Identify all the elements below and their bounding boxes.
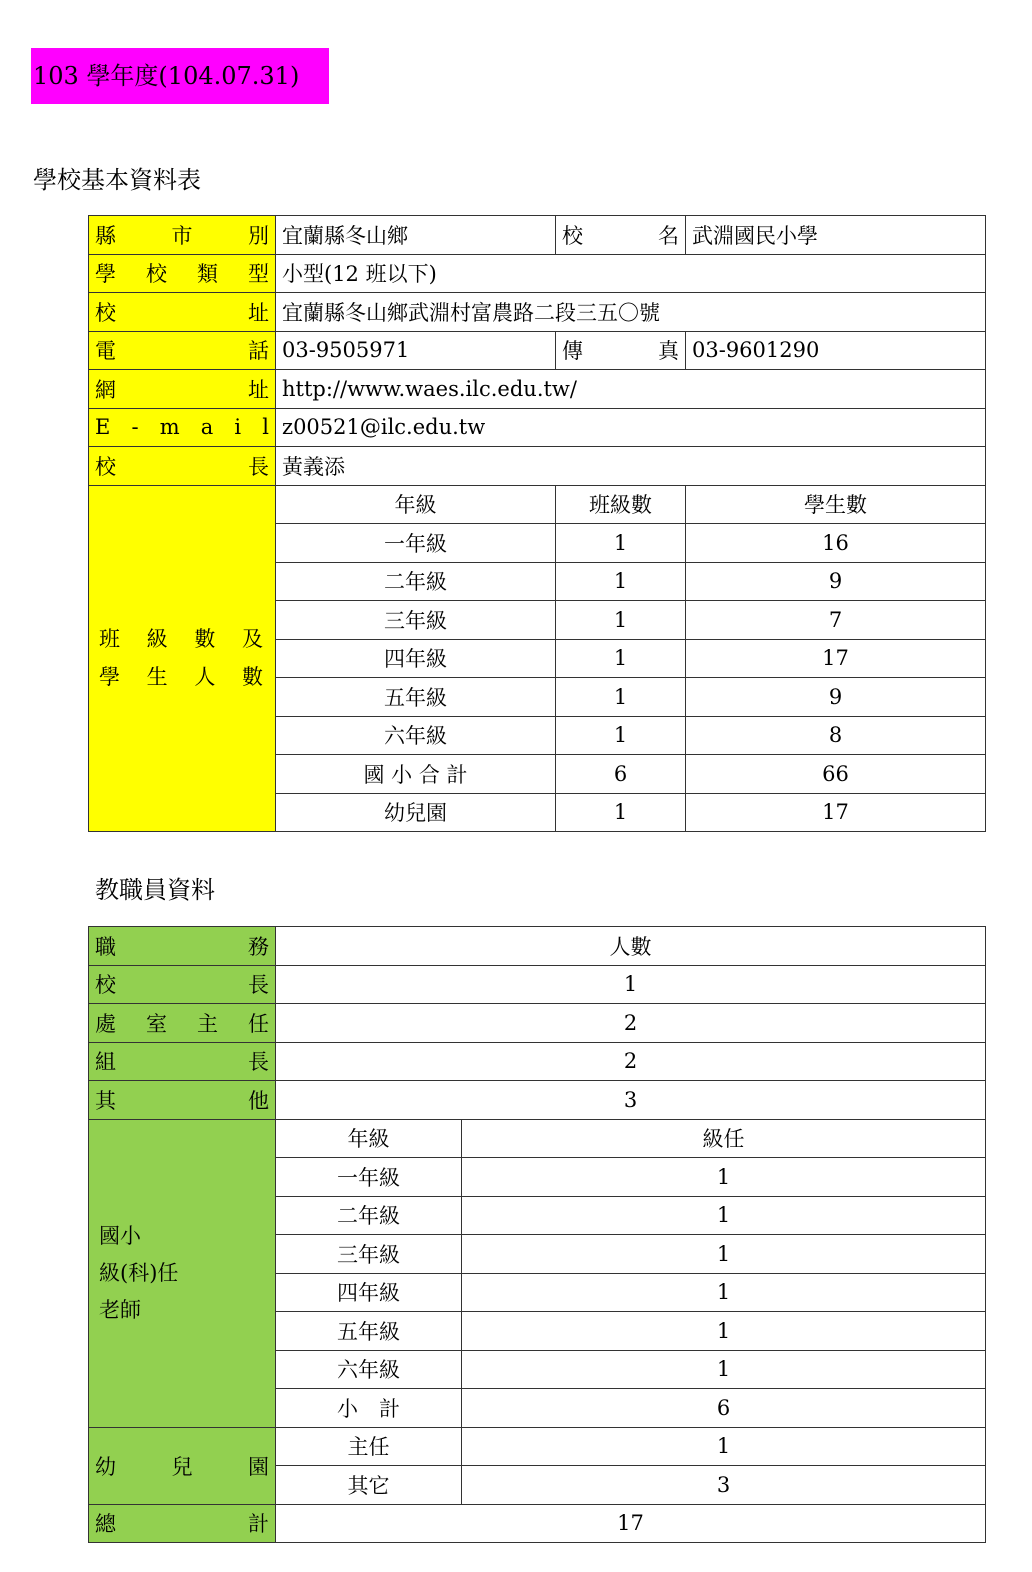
- principal-count: 1: [276, 965, 986, 1004]
- email-row: [89, 408, 986, 447]
- student-count: 66: [686, 755, 986, 794]
- director-label: 處 室 主 任: [89, 1004, 276, 1043]
- team-leader-label: 組 長: [89, 1042, 276, 1081]
- class-count: 1: [556, 678, 686, 717]
- other-row: [89, 1081, 986, 1120]
- other-label: 其 他: [89, 1081, 276, 1120]
- principal-row: [89, 965, 986, 1004]
- student-count: 7: [686, 601, 986, 640]
- director-count: 2: [276, 1004, 986, 1043]
- class-count: 1: [556, 716, 686, 755]
- grade-header: 年級: [276, 485, 556, 524]
- address-label: 校 址: [89, 293, 276, 332]
- teachers-label: [89, 1119, 276, 1427]
- teacher-grade: 一年級: [276, 1158, 462, 1197]
- team-leader-row: [89, 1042, 986, 1081]
- website-value[interactable]: http://www.waes.ilc.edu.tw/: [276, 370, 986, 409]
- phone-label: 電 話: [89, 331, 276, 370]
- student-count: 16: [686, 524, 986, 563]
- county-label: 縣 市 別: [89, 216, 276, 255]
- email-label: E - m a i l: [89, 408, 276, 447]
- teacher-grade-header: 年級: [276, 1119, 462, 1158]
- kindergarten-count: 3: [462, 1466, 986, 1505]
- student-count-header: 學生數: [686, 485, 986, 524]
- teacher-count: 1: [462, 1273, 986, 1312]
- teacher-count: 6: [462, 1389, 986, 1428]
- student-count: 17: [686, 639, 986, 678]
- class-count: 1: [556, 562, 686, 601]
- county-row: [89, 216, 986, 255]
- website-label: 網 址: [89, 370, 276, 409]
- grade-name: 四年級: [276, 639, 556, 678]
- class-header-row: [89, 485, 986, 524]
- address-value: 宜蘭縣冬山鄉武淵村富農路二段三五〇號: [276, 293, 986, 332]
- other-count: 3: [276, 1081, 986, 1120]
- class-count-header: 班級數: [556, 485, 686, 524]
- grade-name: 三年級: [276, 601, 556, 640]
- fax-value: 03-9601290: [686, 331, 986, 370]
- type-row: [89, 254, 986, 293]
- address-row: [89, 293, 986, 332]
- total-row: [89, 1504, 986, 1543]
- teacher-grade: 小 計: [276, 1389, 462, 1428]
- teacher-grade: 二年級: [276, 1196, 462, 1235]
- type-value: 小型(12 班以下): [276, 254, 986, 293]
- school-name-label: 校 名: [556, 216, 686, 255]
- kindergarten-label: 幼 兒 園: [89, 1427, 276, 1504]
- class-count: 1: [556, 793, 686, 832]
- grade-name: 五年級: [276, 678, 556, 717]
- county-value: 宜蘭縣冬山鄉: [276, 216, 556, 255]
- grade-name: 國 小 合 計: [276, 755, 556, 794]
- count-header: 人數: [276, 927, 986, 966]
- class-count: 6: [556, 755, 686, 794]
- website-row: [89, 370, 986, 409]
- teacher-count: 1: [462, 1158, 986, 1197]
- team-leader-count: 2: [276, 1042, 986, 1081]
- teacher-grade: 六年級: [276, 1350, 462, 1389]
- class-student-label: [89, 485, 276, 832]
- teacher-header-row: [89, 1119, 986, 1158]
- teacher-grade: 三年級: [276, 1235, 462, 1274]
- teachers-label-line3: 老師: [99, 1297, 141, 1322]
- phone-row: [89, 331, 986, 370]
- principal-label: 校 長: [89, 965, 276, 1004]
- school-info-title: 學校基本資料表: [33, 166, 201, 194]
- student-count: 17: [686, 793, 986, 832]
- class-count: 1: [556, 639, 686, 678]
- grade-name: 六年級: [276, 716, 556, 755]
- class-student-label-line2: 學 生 人 數: [99, 665, 263, 690]
- kindergarten-role: 主任: [276, 1427, 462, 1466]
- school-name-value: 武淵國民小學: [686, 216, 986, 255]
- school-info-table: [88, 215, 986, 832]
- homeroom-header: 級任: [462, 1119, 986, 1158]
- student-count: 8: [686, 716, 986, 755]
- principal-label: 校 長: [89, 447, 276, 486]
- kindergarten-staff-row: [89, 1427, 986, 1466]
- teachers-label-line1: 國小: [99, 1223, 141, 1248]
- grade-name: 幼兒園: [276, 793, 556, 832]
- type-label: 學 校 類 型: [89, 254, 276, 293]
- teacher-count: 1: [462, 1196, 986, 1235]
- teacher-count: 1: [462, 1235, 986, 1274]
- teacher-grade: 四年級: [276, 1273, 462, 1312]
- staff-info-table: [88, 926, 986, 1543]
- class-count: 1: [556, 524, 686, 563]
- fax-label: 傳 真: [556, 331, 686, 370]
- grade-name: 一年級: [276, 524, 556, 563]
- grade-name: 二年級: [276, 562, 556, 601]
- phone-value: 03-9505971: [276, 331, 556, 370]
- total-label: 總 計: [89, 1504, 276, 1543]
- total-count: 17: [276, 1504, 986, 1543]
- principal-value: 黃義添: [276, 447, 986, 486]
- student-count: 9: [686, 678, 986, 717]
- school-year-banner: 103 學年度(104.07.31): [31, 48, 329, 104]
- teacher-grade: 五年級: [276, 1312, 462, 1351]
- teacher-count: 1: [462, 1350, 986, 1389]
- staff-header-row: [89, 927, 986, 966]
- teacher-count: 1: [462, 1312, 986, 1351]
- kindergarten-count: 1: [462, 1427, 986, 1466]
- class-count: 1: [556, 601, 686, 640]
- teachers-label-line2: 級(科)任: [99, 1260, 179, 1285]
- kindergarten-role: 其它: [276, 1466, 462, 1505]
- director-row: [89, 1004, 986, 1043]
- staff-info-title: 教職員資料: [95, 876, 215, 904]
- class-student-label-line1: 班 級 數 及: [99, 627, 263, 652]
- student-count: 9: [686, 562, 986, 601]
- principal-row: [89, 447, 986, 486]
- role-header: 職 務: [89, 927, 276, 966]
- email-value[interactable]: z00521@ilc.edu.tw: [276, 408, 986, 447]
